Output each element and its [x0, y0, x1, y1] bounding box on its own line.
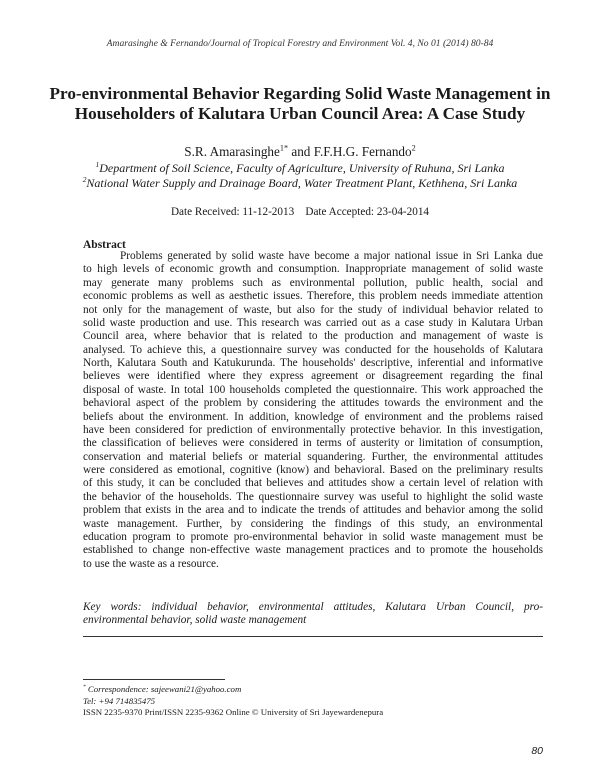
abstract-line: North, Kalutara South and Katukurunda. The households' descriptive, inferential and informative: [83, 357, 543, 369]
author-sup: 2: [411, 143, 416, 153]
abstract-heading: Abstract: [83, 239, 126, 251]
abstract-line: solid waste production and use. This research was carried out as a case study in Kalutara Urban: [83, 316, 543, 329]
title-line: Pro-environmental Behavior Regarding Solid Waste Management in: [49, 84, 551, 103]
abstract-line: to use the waste as a resource.: [83, 557, 219, 570]
abstract-line: established to change non-effective waste management practices and to promote the households: [83, 544, 543, 557]
footnote-mark: *: [83, 684, 86, 691]
footnote-correspondence: [83, 684, 383, 696]
authors: [0, 144, 600, 160]
abstract-body: [83, 250, 543, 571]
footnotes: [83, 684, 383, 719]
running-head: Amarasinghe & Fernando/Journal of Tropical Forestry and Environment Vol. 4, No 01 (2014) 80-84: [106, 38, 494, 49]
abstract-line: to high levels of economic growth and consumption. Inappropriate management of solid waste: [83, 263, 543, 276]
affiliation-sup: 1: [95, 160, 100, 169]
abstract-line: the behavior of the households. The questionnaire survey was useful to highlight the solid waste: [83, 490, 543, 503]
abstract-line: conservation and material beliefs or material squandering. Further, the environmental attitudes: [83, 450, 543, 463]
footnote-divider: [83, 679, 225, 680]
abstract-line: may generate many problems such as environmental pollution, public health, social and: [83, 276, 543, 289]
affiliation-sup: 2: [82, 175, 87, 184]
section-divider: [83, 636, 543, 637]
paper-title: [0, 84, 600, 123]
abstract-line: behavioral aspect of the problem by considering the attitudes towards the environment and the: [83, 397, 543, 410]
author-sup: 1*: [279, 143, 289, 153]
abstract-line: waste management. Further, by considering the findings of this study, an environmental: [83, 517, 543, 530]
keywords: [83, 601, 543, 628]
abstract-line: analysed. To achieve this, a questionnaire survey was conducted for the households of Kalutara: [83, 343, 543, 356]
abstract-line: beliefs about the environment. In addition, knowledge of environment and the problems raised: [83, 410, 543, 423]
author-conjunction: and: [288, 144, 314, 159]
page-number: 80: [531, 745, 543, 757]
abstract-line: of this study, it can be concluded that believes and attitudes show a certain level of relation with: [83, 477, 543, 490]
abstract-line: were considered as emotional, cognitive (know) and behavioral. Based on the preliminary results: [83, 464, 543, 476]
affiliation: [0, 176, 600, 191]
dates: [0, 206, 600, 218]
footnote-issn: ISSN 2235-9370 Print/ISSN 2235-9362 Online © University of Sri Jayewardenepura: [83, 707, 384, 717]
keywords-line: Key words: individual behavior, environmental attitudes, Kalutara Urban Council, pro-: [83, 601, 543, 613]
abstract-line: not only for the management of waste, but also for the study of individual behavior related to: [83, 303, 543, 316]
abstract-line: have been considered for prediction of environmentally protective behavior. In this investigation,: [83, 423, 543, 436]
abstract-line: the classification of believes were considered in terms of austerity or limitation of consumption,: [83, 437, 543, 450]
footnote-tel: Tel: +94 714835475: [83, 695, 156, 706]
abstract-line: Council area, where behavior that is related to the production and management of waste is: [83, 330, 543, 343]
date-accepted: Date Accepted: 23-04-2014: [305, 206, 430, 218]
date-received: Date Received: 11-12-2013: [170, 206, 295, 218]
abstract-line: Problems generated by solid waste have become a major national issue in Sri Lanka due: [120, 250, 543, 262]
affiliation-text: National Water Supply and Drainage Board, Water Treatment Plant, Kethhena, Sri Lanka: [86, 176, 518, 190]
author-name: S.R. Amarasinghe: [184, 144, 280, 159]
abstract-line: problem that exists in the area and to indicate the trends of attitudes and behavior among the solid: [83, 504, 543, 517]
author-name: F.F.H.G. Fernando: [313, 144, 412, 159]
keywords-line: environmental behavior, solid waste management: [83, 614, 307, 627]
abstract-line: economic problems as well as aesthetic issues. Therefore, this problem needs immediate attention: [83, 290, 543, 303]
abstract-line: education program to promote pro-environmental behavior in solid waste management must be: [83, 530, 543, 543]
abstract-line: disposal of waste. In total 100 households completed the questionnaire. This work approached the: [83, 383, 543, 396]
affiliation: [0, 161, 600, 176]
affiliation-text: Department of Soil Science, Faculty of Agriculture, University of Ruhuna, Sri Lanka: [99, 161, 505, 175]
correspondence-email: Correspondence: sajeewani21@yahoo.com: [85, 684, 242, 694]
title-line: Householders of Kalutara Urban Council Area: A Case Study: [74, 103, 526, 123]
abstract-line: believes were identified where they express agreement or disagreement regarding the final: [83, 370, 543, 383]
affiliations: [0, 161, 600, 191]
